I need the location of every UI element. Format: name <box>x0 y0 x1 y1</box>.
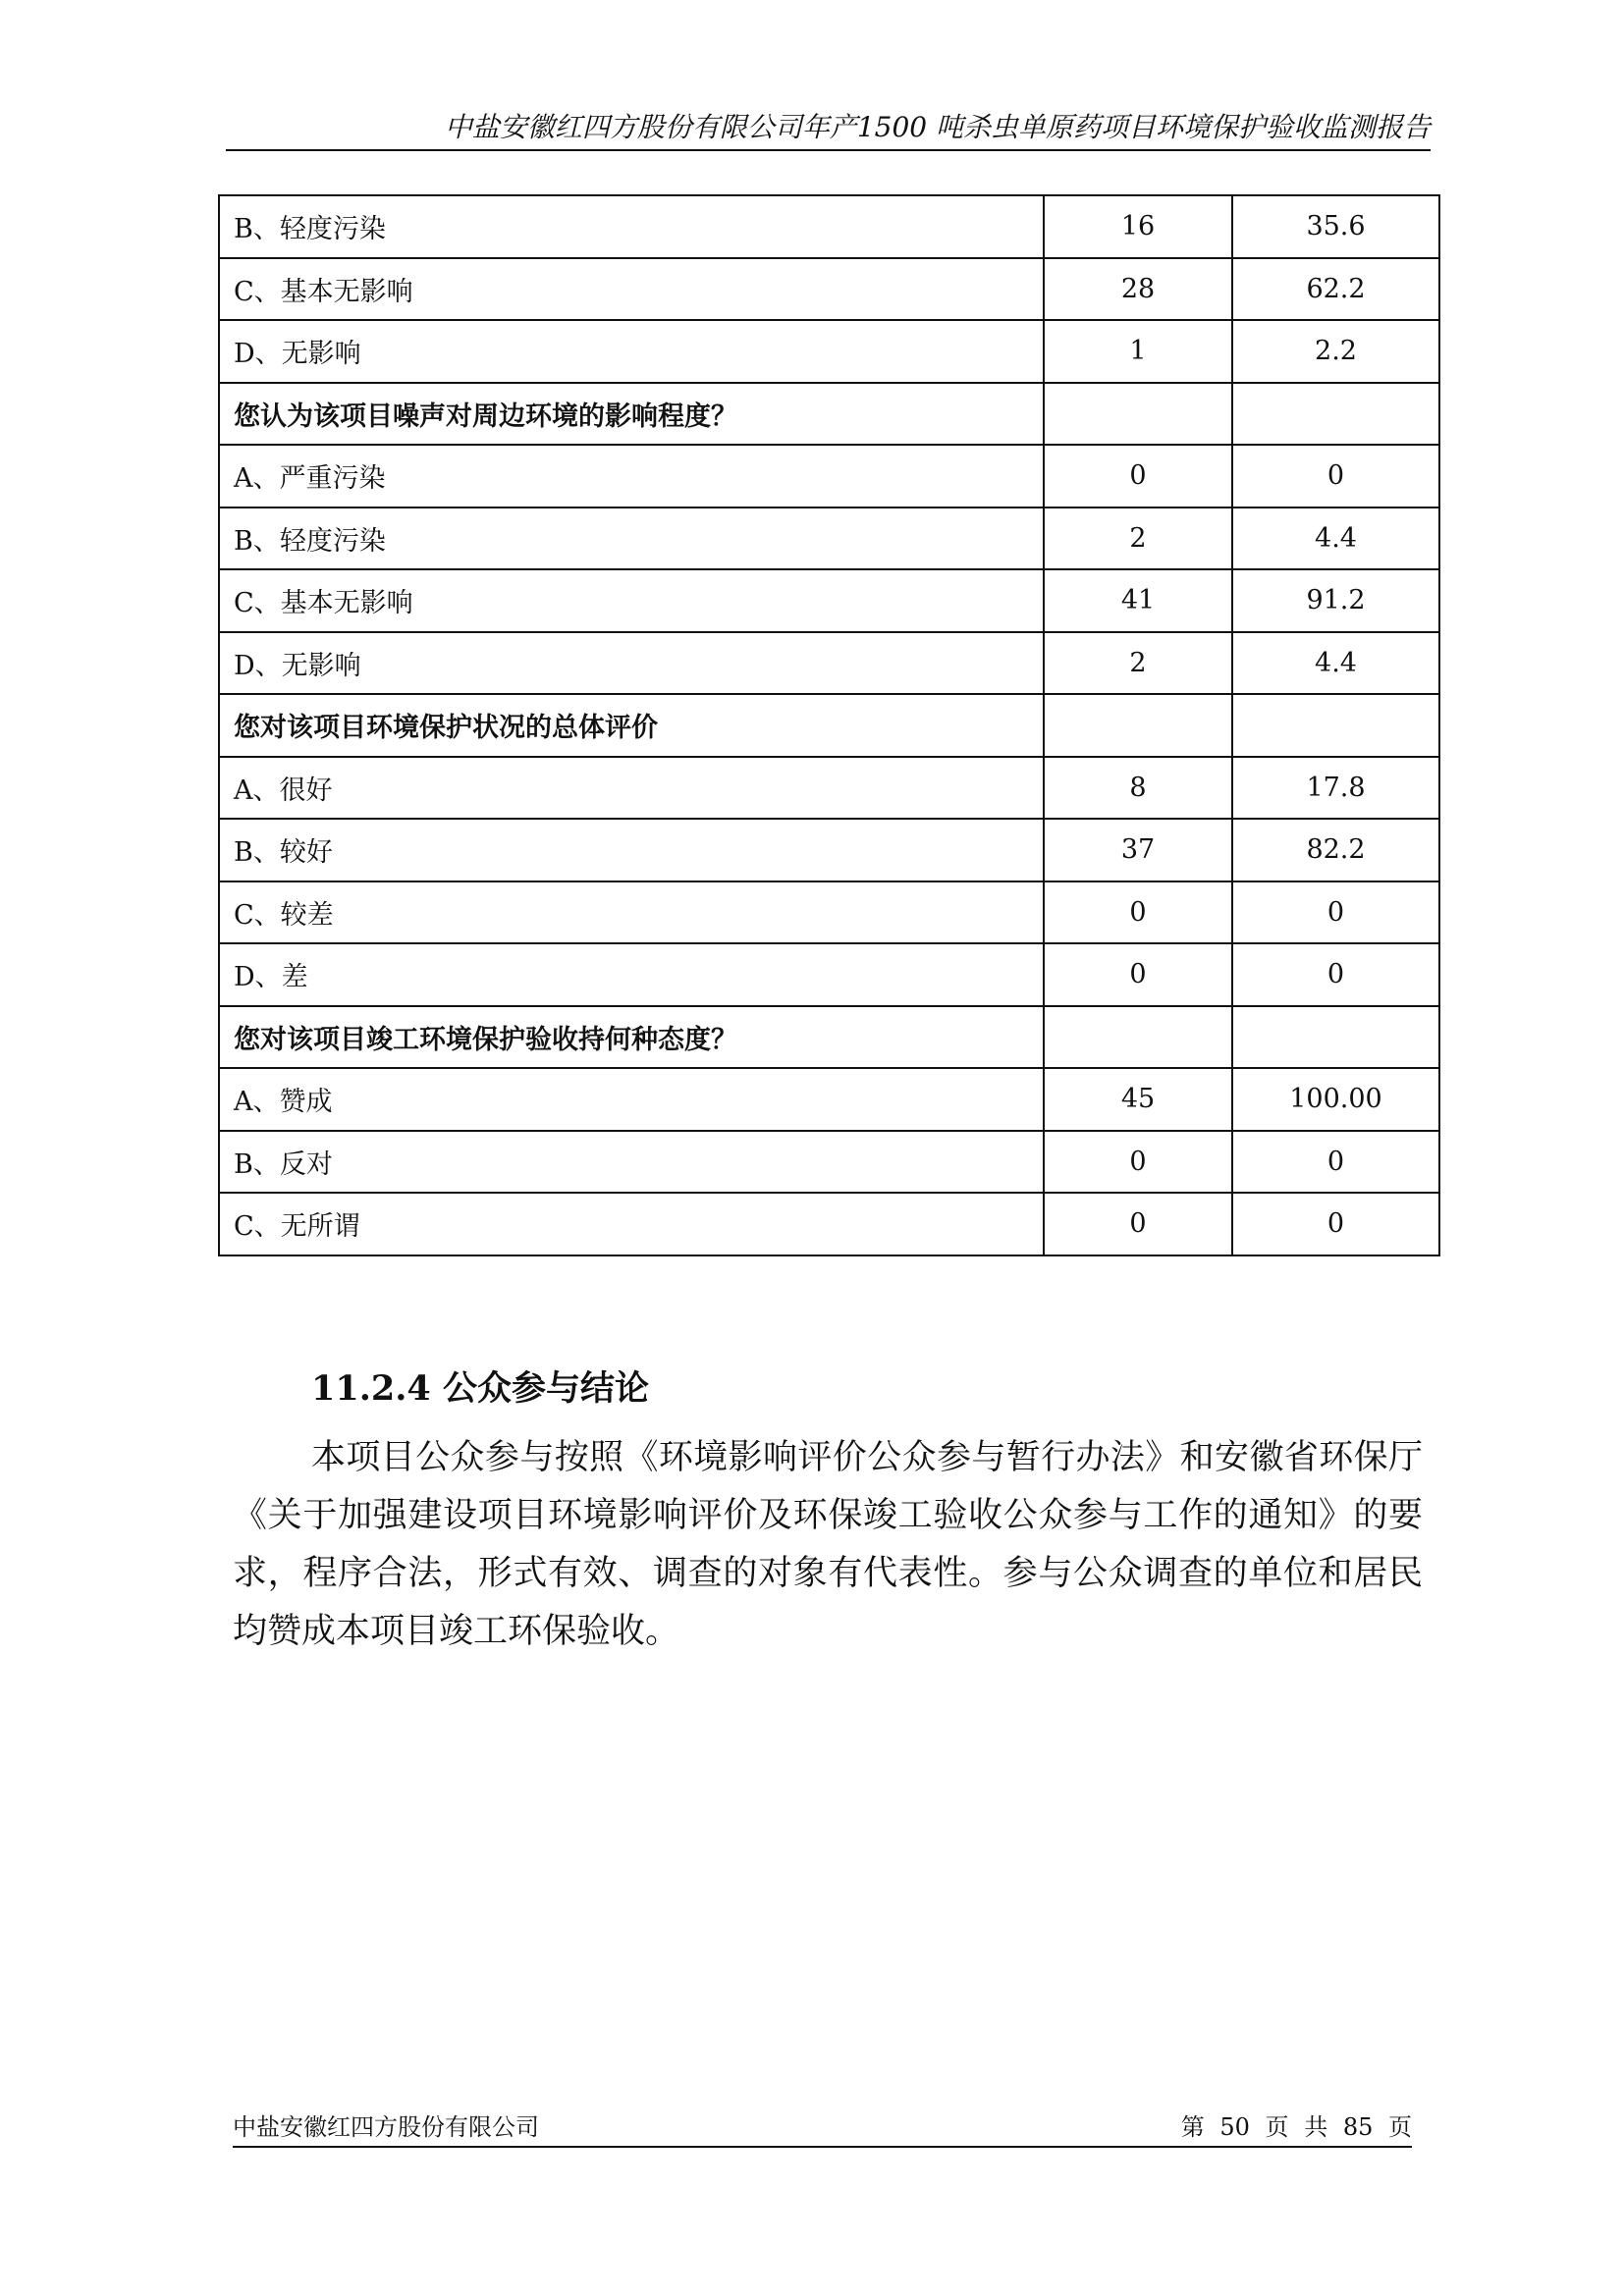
percent-cell <box>1232 694 1439 757</box>
percent-cell <box>1232 383 1439 446</box>
percent-cell: 100.00 <box>1232 1068 1439 1131</box>
table-row <box>219 1068 1439 1131</box>
count-cell: 0 <box>1044 1131 1232 1194</box>
count-cell <box>1044 383 1232 446</box>
count-cell: 2 <box>1044 632 1232 695</box>
survey-results-table <box>218 194 1440 1256</box>
percent-cell: 35.6 <box>1232 195 1439 258</box>
count-cell: 45 <box>1044 1068 1232 1131</box>
footer-company: 中盐安徽红四方股份有限公司 <box>233 2113 539 2141</box>
table-question-row <box>219 694 1439 757</box>
footer-page-number: 第 50 页 共 85 页 <box>1180 2113 1412 2141</box>
table-row <box>219 569 1439 632</box>
count-cell: 0 <box>1044 445 1232 507</box>
count-cell <box>1044 1006 1232 1069</box>
table-row <box>219 1193 1439 1255</box>
option-label-cell: D、无影响 <box>219 632 1044 695</box>
table-row <box>219 445 1439 507</box>
count-cell: 1 <box>1044 320 1232 383</box>
option-label-cell: B、反对 <box>219 1131 1044 1194</box>
percent-cell: 91.2 <box>1232 569 1439 632</box>
option-label-cell: D、无影响 <box>219 320 1044 383</box>
count-cell: 2 <box>1044 507 1232 570</box>
percent-cell: 2.2 <box>1232 320 1439 383</box>
question-cell: 您对该项目竣工环境保护验收持何种态度？ <box>219 1006 1044 1069</box>
section-body-text: 本项目公众参与按照《环境影响评价公众参与暂行办法》和安徽省环保厅《关于加强建设项目环境影响评价及环保竣工验收公众参与工作的通知》的要求，程序合法，形式有效、调查的对象有代表性。参与公众调查的单位和居民均赞成本项目竣工环保验收。 <box>233 1438 1423 1651</box>
percent-cell <box>1232 1006 1439 1069</box>
count-cell: 0 <box>1044 1193 1232 1255</box>
table-row <box>219 507 1439 570</box>
option-label-cell: A、很好 <box>219 757 1044 820</box>
table-row <box>219 819 1439 881</box>
table-row <box>219 943 1439 1006</box>
section-heading: 11.2.4 公众参与结论 <box>311 1368 649 1409</box>
header-rule <box>226 149 1431 151</box>
count-cell <box>1044 694 1232 757</box>
count-cell: 8 <box>1044 757 1232 820</box>
table-row <box>219 258 1439 321</box>
count-cell: 41 <box>1044 569 1232 632</box>
option-label-cell: C、较差 <box>219 881 1044 944</box>
option-label-cell: A、严重污染 <box>219 445 1044 507</box>
table-row <box>219 757 1439 820</box>
table-row <box>219 195 1439 258</box>
table-row <box>219 881 1439 944</box>
question-cell: 您认为该项目噪声对周边环境的影响程度？ <box>219 383 1044 446</box>
count-cell: 0 <box>1044 881 1232 944</box>
option-label-cell: B、轻度污染 <box>219 507 1044 570</box>
table-question-row <box>219 383 1439 446</box>
option-label-cell: A、赞成 <box>219 1068 1044 1131</box>
count-cell: 0 <box>1044 943 1232 1006</box>
count-cell: 37 <box>1044 819 1232 881</box>
percent-cell: 4.4 <box>1232 632 1439 695</box>
count-cell: 16 <box>1044 195 1232 258</box>
percent-cell: 0 <box>1232 445 1439 507</box>
table-row <box>219 1131 1439 1194</box>
percent-cell: 0 <box>1232 1193 1439 1255</box>
option-label-cell: C、基本无影响 <box>219 569 1044 632</box>
question-cell: 您对该项目环境保护状况的总体评价 <box>219 694 1044 757</box>
option-label-cell: C、无所谓 <box>219 1193 1044 1255</box>
option-label-cell: B、轻度污染 <box>219 195 1044 258</box>
percent-cell: 0 <box>1232 881 1439 944</box>
percent-cell: 62.2 <box>1232 258 1439 321</box>
option-label-cell: B、较好 <box>219 819 1044 881</box>
count-cell: 28 <box>1044 258 1232 321</box>
report-header-title: 中盐安徽红四方股份有限公司年产1500 吨杀虫单原药项目环境保护验收监测报告 <box>444 111 1431 143</box>
page-footer <box>233 2110 1412 2148</box>
percent-cell: 17.8 <box>1232 757 1439 820</box>
option-label-cell: C、基本无影响 <box>219 258 1044 321</box>
percent-cell: 4.4 <box>1232 507 1439 570</box>
percent-cell: 0 <box>1232 943 1439 1006</box>
percent-cell: 82.2 <box>1232 819 1439 881</box>
table-row <box>219 632 1439 695</box>
table-question-row <box>219 1006 1439 1069</box>
option-label-cell: D、差 <box>219 943 1044 1006</box>
percent-cell: 0 <box>1232 1131 1439 1194</box>
table-row <box>219 320 1439 383</box>
